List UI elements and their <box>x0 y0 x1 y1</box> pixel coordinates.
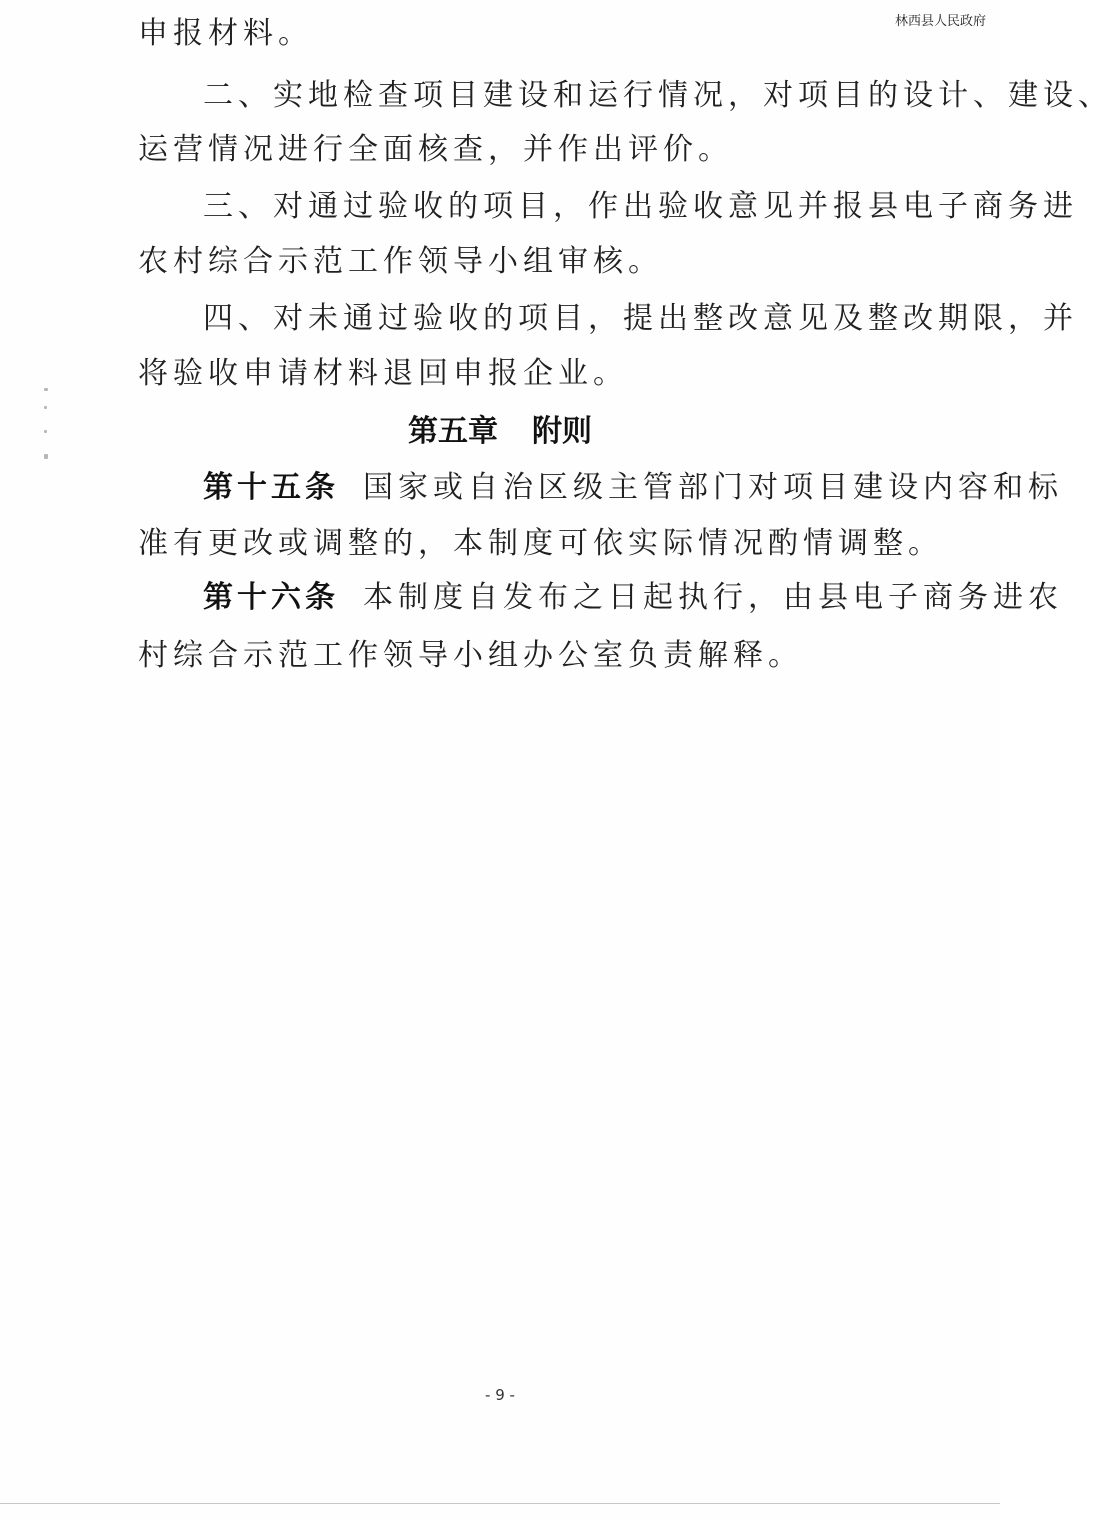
body-line: 村综合示范工作领导小组办公室负责解释。 <box>138 638 803 673</box>
chapter-number: 第五章 <box>408 414 498 449</box>
body-line: 运营情况进行全面核查，并作出评价。 <box>138 132 733 167</box>
margin-mark <box>44 406 47 409</box>
article-15-text: 国家或自治区级主管部门对项目建设内容和标 <box>363 470 1063 505</box>
body-line: 三、对通过验收的项目，作出验收意见并报县电子商务进 <box>203 189 1078 224</box>
chapter-heading <box>0 412 1000 452</box>
body-line: 申报材料。 <box>138 16 313 51</box>
body-line: 四、对未通过验收的项目，提出整改意见及整改期限，并 <box>203 301 1078 336</box>
scan-bottom-edge <box>0 1503 1000 1504</box>
body-line: 将验收申请材料退回申报企业。 <box>138 356 628 391</box>
source-watermark: 林西县人民政府 <box>894 14 986 29</box>
article-15-label: 第十五条 <box>203 470 339 505</box>
chapter-title: 附则 <box>532 414 592 449</box>
body-line: 准有更改或调整的，本制度可依实际情况酌情调整。 <box>138 526 943 561</box>
article-16-text: 本制度自发布之日起执行，由县电子商务进农 <box>363 580 1063 615</box>
page-number: - 9 - <box>485 1386 515 1404</box>
article-first-line <box>203 468 1063 508</box>
body-line: 二、实地检查项目建设和运行情况，对项目的设计、建设、 <box>203 78 1113 113</box>
margin-mark <box>44 454 48 459</box>
margin-mark <box>44 388 48 391</box>
article-16-label: 第十六条 <box>203 580 339 615</box>
body-line: 农村综合示范工作领导小组审核。 <box>138 244 663 279</box>
article-first-line <box>203 578 1063 618</box>
